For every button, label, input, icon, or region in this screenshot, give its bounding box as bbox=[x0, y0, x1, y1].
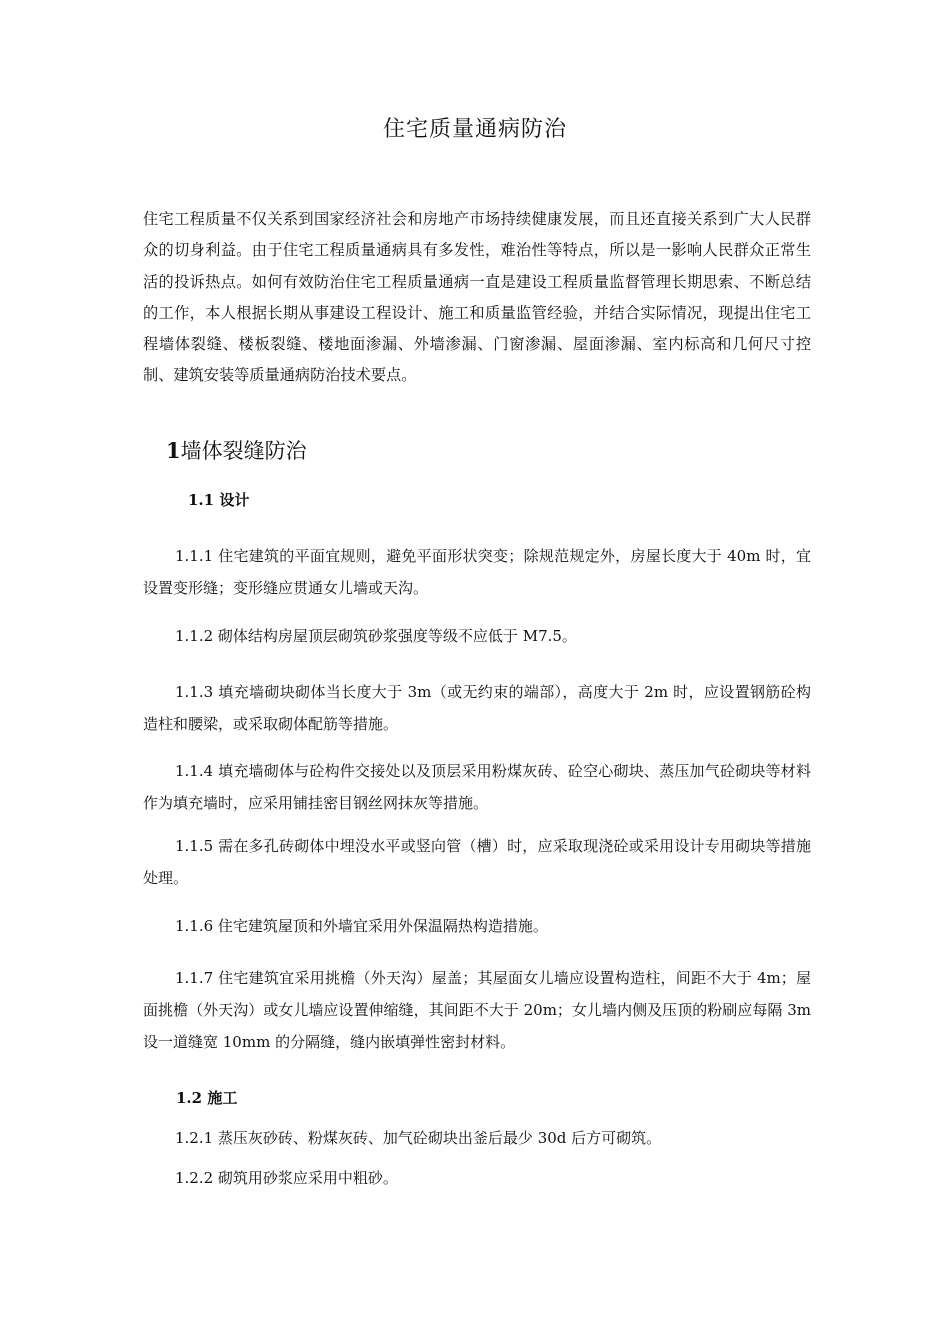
section-title: 墙体裂缝防治 bbox=[180, 439, 307, 463]
paragraph-1-1-3: 1.1.3 填充墙砌块砌体当长度大于 3m（或无约束的端部），高度大于 2m 时，应设置钢筋砼构造柱和腰梁，或采取砌体配筋等措施。 bbox=[143, 683, 811, 733]
document-title: 住宅质量通病防治 bbox=[382, 117, 567, 142]
paragraph-1-1-6: 1.1.6 住宅建筑屋顶和外墙宜采用外保温隔热构造措施。 bbox=[175, 917, 548, 935]
intro-paragraph: 住宅工程质量不仅关系到国家经济社会和房地产市场持续健康发展，而且还直接关系到广大人民群众的切身利益。由于住宅工程质量通病具有多发性，难治性等特点，所以是一影响人民群众正常生活的投诉热点。如何有效防治住宅工程质量通病一直是建设工程质量监督管理长期思索、不断总结的工作，本人根据长期从事建设工程设计、施工和质量监管经验，并结合实际情况，现提出住宅工程墙体裂缝、楼板裂缝、楼地面渗漏、外墙渗漏、门窗渗漏、屋面渗漏、室内标高和几何尺寸控制、建筑安装等质量通病防治技术要点。 bbox=[143, 210, 811, 385]
paragraph-1-1-7: 1.1.7 住宅建筑宜采用挑檐（外天沟）屋盖；其屋面女儿墙应设置构造柱，间距不大于 4m；屋面挑檐（外天沟）或女儿墙应设置伸缩缝，其间距不大于 20m；女儿墙内侧及压顶的粉刷应每隔 3m 设一道缝宽 10mm 的分隔缝，缝内嵌填弹性密封材料。 bbox=[143, 969, 811, 1051]
section-1-heading bbox=[166, 436, 307, 466]
paragraph-1-1-2: 1.1.2 砌体结构房屋顶层砌筑砂浆强度等级不应低于 M7.5。 bbox=[175, 627, 577, 645]
subsection-title: 施工 bbox=[207, 1089, 238, 1107]
subsection-1-1-heading bbox=[188, 488, 249, 512]
subsection-1-2-heading bbox=[176, 1086, 237, 1110]
subsection-title: 设计 bbox=[219, 491, 250, 509]
paragraph-1-1-1: 1.1.1 住宅建筑的平面宜规则，避免平面形状突变；除规范规定外，房屋长度大于 40m 时，宜设置变形缝；变形缝应贯通女儿墙或天沟。 bbox=[143, 547, 811, 597]
paragraph-1-1-5: 1.1.5 需在多孔砖砌体中埋没水平或竖向管（槽）时，应采取现浇砼或采用设计专用砌块等措施处理。 bbox=[143, 837, 811, 887]
subsection-number: 1.1 bbox=[188, 491, 215, 509]
section-number: 1 bbox=[166, 438, 181, 463]
paragraph-1-1-4: 1.1.4 填充墙砌体与砼构件交接处以及顶层采用粉煤灰砖、砼空心砌块、蒸压加气砼砌块等材料作为填充墙时，应采用铺挂密目钢丝网抹灰等措施。 bbox=[143, 762, 811, 812]
paragraph-1-2-2: 1.2.2 砌筑用砂浆应采用中粗砂。 bbox=[175, 1169, 398, 1187]
subsection-number: 1.2 bbox=[176, 1089, 203, 1107]
paragraph-1-2-1: 1.2.1 蒸压灰砂砖、粉煤灰砖、加气砼砌块出釜后最少 30d 后方可砌筑。 bbox=[175, 1129, 662, 1147]
